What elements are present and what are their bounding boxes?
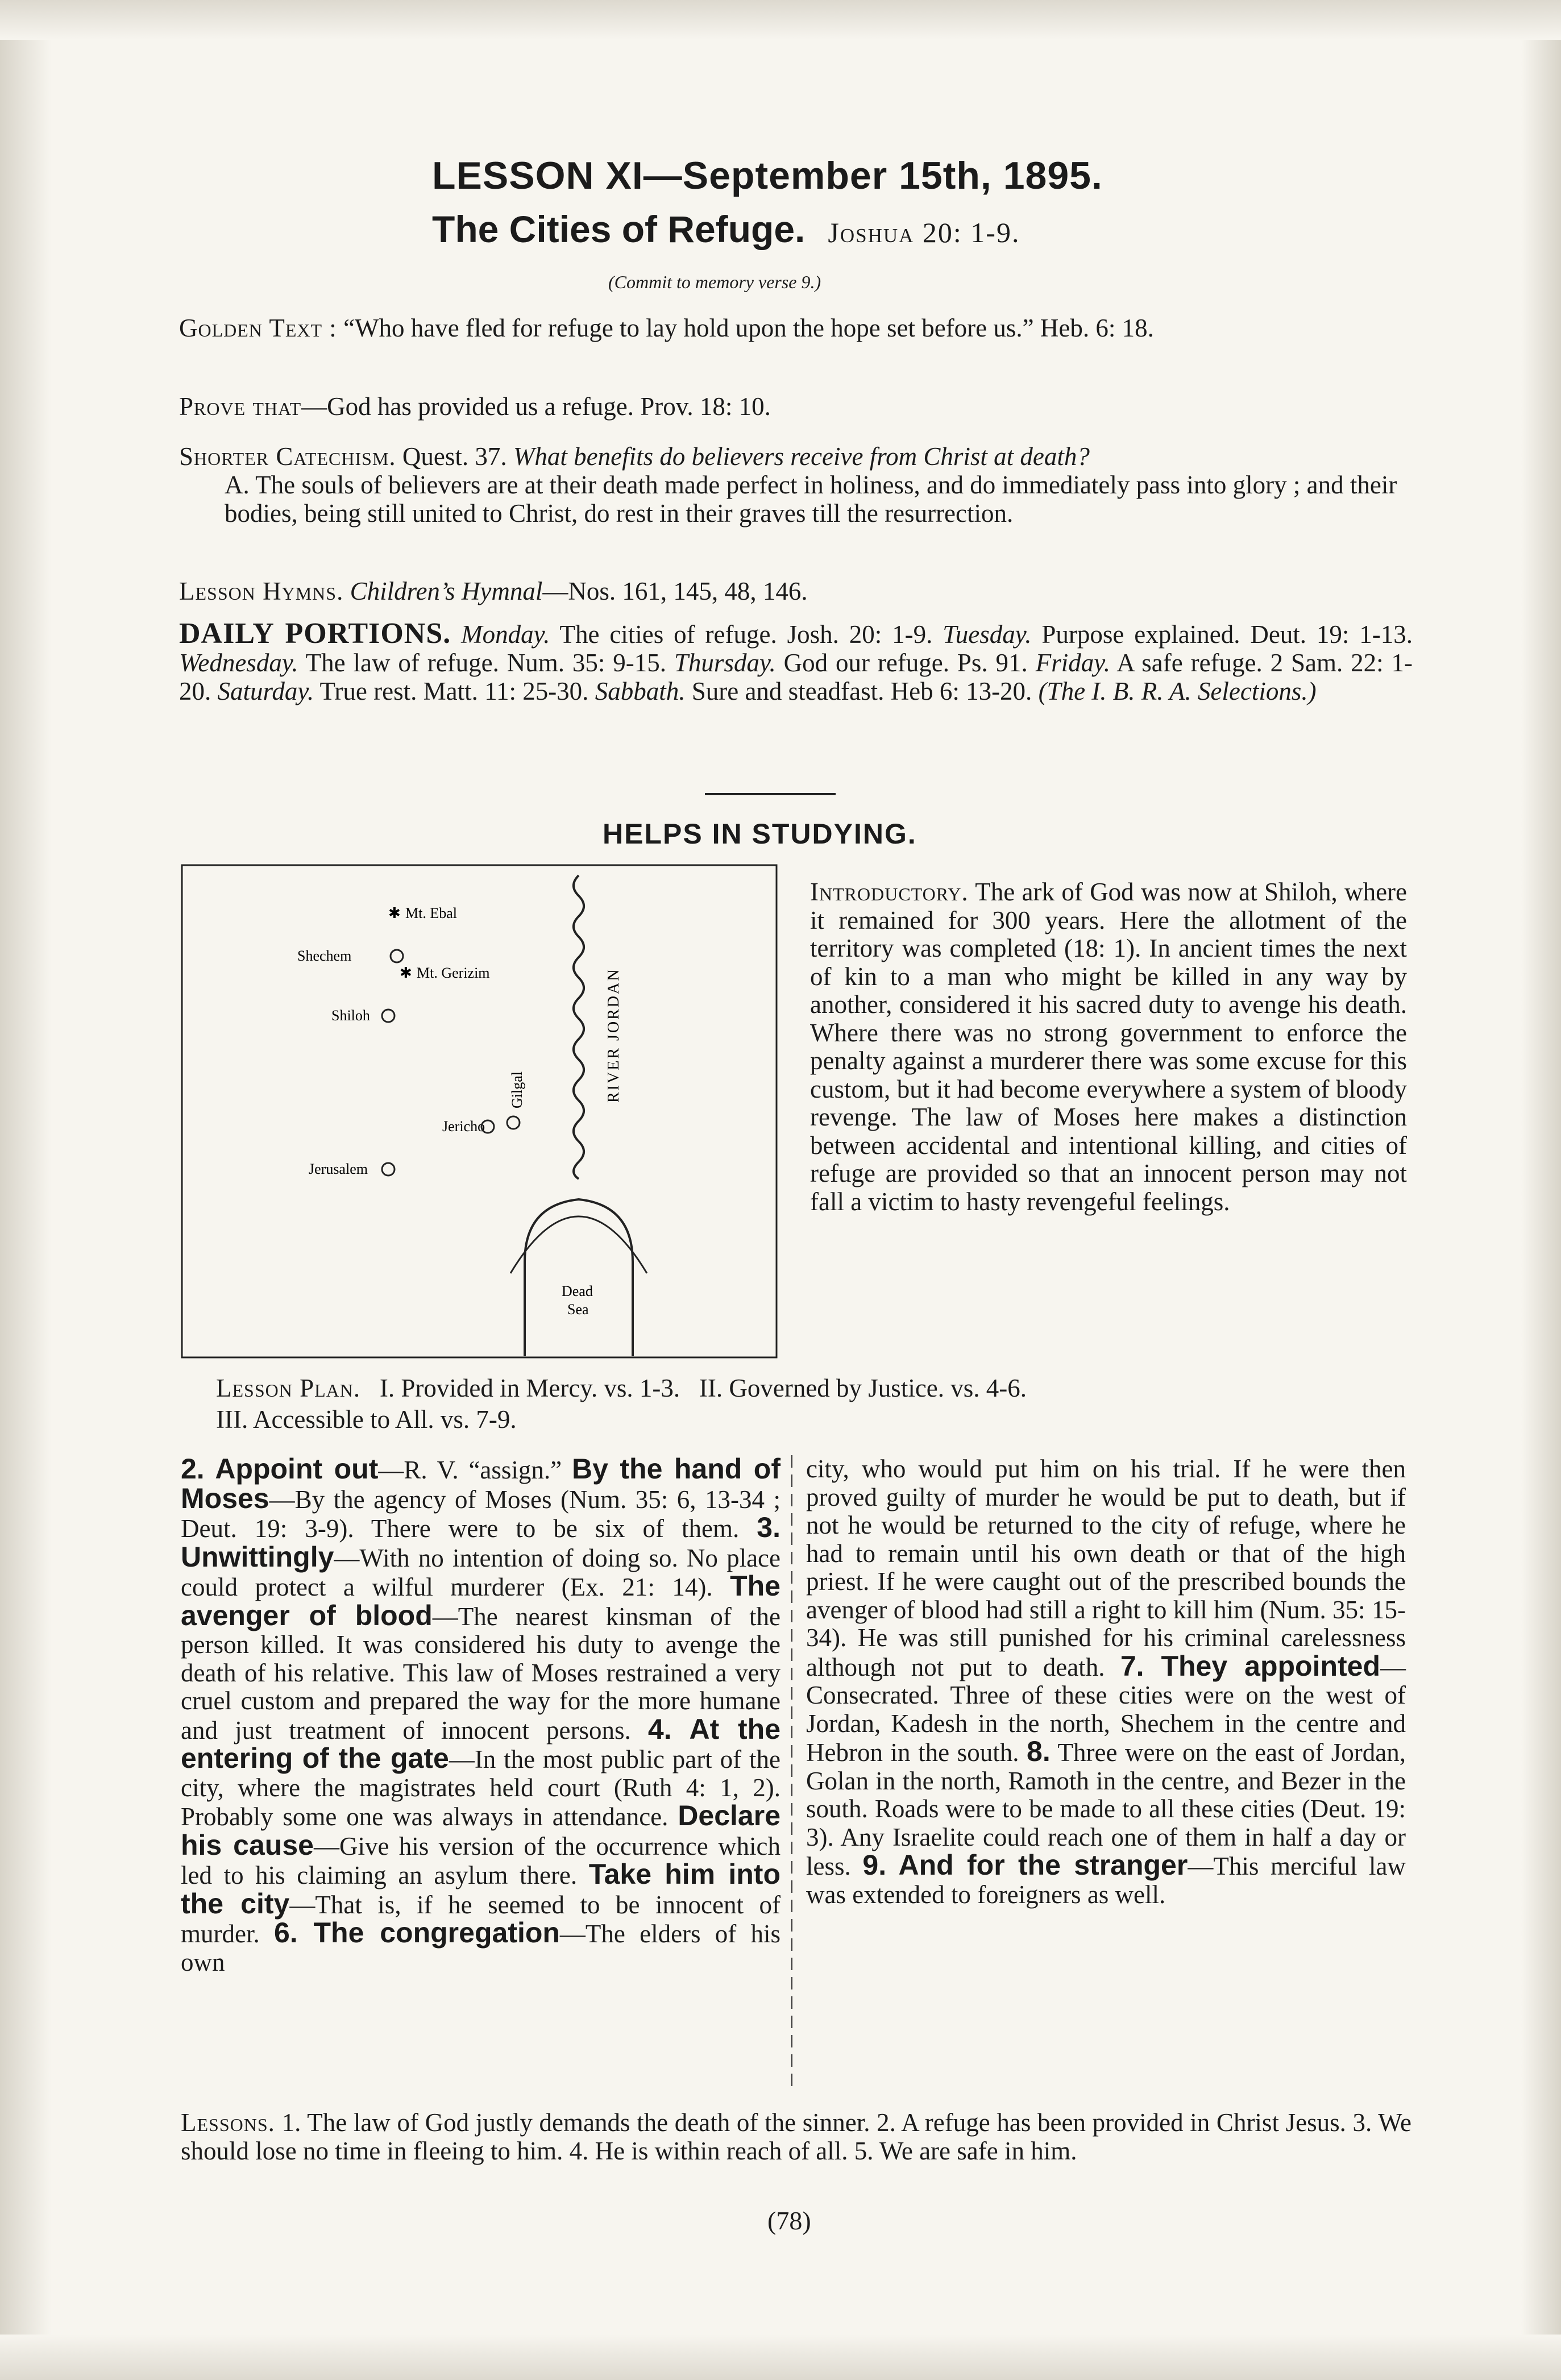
page-edge-left [0, 0, 51, 2380]
note-2-text: —R. V. “assign.” [378, 1456, 562, 1484]
note-9-heading: 9. And for the stranger [862, 1849, 1188, 1881]
note-2-heading: 2. Appoint out [181, 1453, 379, 1485]
introductory-body: The ark of God was now at Shiloh, where it remained for 300 years. Here the allotment of the territory was completed (18: 1). In ancient times the next of kin to a man who might be killed in any way by another, considered it his sacred duty to avenge his death. Where there was no strong government to enforce the penalty against a murderer there was some excuse for this custom, but it had become everywhere a system of bloody revenge. The law of Moses here makes a distinction between accidental and intentional killing, and cities of refuge are provided so that an innocent person may not fall a victim to hasty revengeful feelings. [810, 878, 1407, 1216]
prove-that-body: —God has provided us a refuge. Prov. 18: 10. [301, 392, 771, 421]
golden-text [179, 314, 1413, 342]
selections-note: (The I. B. R. A. Selections.) [1038, 677, 1317, 705]
dead-sea-outline [525, 1199, 633, 1356]
label-jerusalem: Jerusalem [309, 1161, 368, 1177]
label-sea: Sea [567, 1301, 589, 1318]
hymns-label: Lesson Hymns. [179, 577, 344, 605]
shorter-catechism [179, 442, 1413, 527]
note-4-text: —In the most public part of the city, where the magistrates held court (Ruth 4: 1, 2). Probably some one was always in attendance. [181, 1745, 780, 1831]
note-4c-heading: Take him into the city [181, 1858, 780, 1920]
helps-heading: HELPS IN STUDYING. [603, 818, 917, 850]
lesson-topic: The Cities of Refuge. [432, 208, 806, 250]
page-edge-right [1521, 0, 1561, 2380]
note-2b-text: —By the agency of Moses (Num. 35: 6, 13-34 ; Deut. 19: 3-9). There were to be six of them. [181, 1485, 780, 1543]
monday-reading: The cities of refuge. Josh. 20: 1-9. [559, 620, 933, 649]
thursday-label: Thursday. [674, 649, 776, 677]
page-edge-bottom [0, 2335, 1561, 2380]
note-2b-heading: By the hand of Moses [181, 1453, 780, 1514]
page-edge-top [0, 0, 1561, 40]
sabbath-label: Sabbath. [595, 677, 686, 705]
tuesday-reading: Purpose explained. Deut. 19: 1-13. [1041, 620, 1413, 649]
lesson-plan-part-3: III. Accessible to All. vs. 7-9. [216, 1405, 517, 1434]
note-3-heading: 3. Unwittingly [181, 1511, 780, 1573]
lesson-plan-part-1: I. Provided in Mercy. vs. 1-3. [379, 1374, 680, 1402]
section-divider [705, 793, 836, 795]
friday-reading: A safe refuge. 2 Sam. 22: 1-20. [179, 649, 1413, 705]
introductory-note [810, 878, 1407, 1216]
dead-sea-shore [510, 1216, 647, 1273]
memory-verse-note: (Commit to memory verse 9.) [608, 272, 821, 292]
note-4c-text: —That is, if he seemed to be innocent of murder. [181, 1890, 780, 1948]
label-river-jordan: RIVER JORDAN [605, 967, 622, 1103]
lesson-hymns [179, 577, 1413, 605]
note-4b-text: —Give his version of the occurrence which led to his claiming an asylum there. [181, 1831, 781, 1889]
shechem-marker [391, 950, 403, 962]
note-3b-text: —The nearest kinsman of the person killed. It was considered his duty to avenge the death of his relative. This law of Moses restrained a very cruel custom and prepared the way for the more humane and just treatment of innocent persons. [181, 1602, 780, 1744]
hymns-numbers: —Nos. 161, 145, 48, 146. [542, 577, 808, 605]
wednesday-label: Wednesday. [179, 649, 298, 677]
scripture-reference: Joshua 20: 1-9. [828, 217, 1020, 248]
golden-text-label: Golden Text : [179, 314, 337, 342]
river-jordan-line [574, 875, 584, 1179]
label-mt-gerizim: Mt. Gerizim [417, 965, 490, 981]
label-mt-ebal: Mt. Ebal [405, 905, 457, 921]
star-icon: ✱ [400, 965, 412, 981]
map-of-cities [181, 864, 778, 1359]
prove-that-label: Prove that [179, 392, 302, 421]
label-shiloh: Shiloh [331, 1007, 370, 1024]
catechism-answer: A. The souls of believers are at their death made perfect in holiness, and do immediately pass into glory ; and their bodies, being still united to Christ, do rest in their graves till the resurrection. [225, 471, 1397, 527]
saturday-label: Saturday. [217, 677, 314, 705]
label-shechem: Shechem [297, 948, 352, 964]
hymns-book: Children’s Hymnal [350, 577, 543, 605]
note-6-continued: city, who would put him on his trial. If he were then proved guilty of murder he would be put to death, but if not he would be returned to the city of refuge, where he had to remain until his own death or that of the high priest. If he were caught out of the prescribed bounds the avenger of blood had still a right to kill him (Num. 35: 15-34). He was still punished for his criminal carelessness although not put to death. [806, 1455, 1406, 1681]
label-dead: Dead [562, 1283, 593, 1299]
note-4-heading: 4. At the entering of the gate [181, 1713, 781, 1774]
shiloh-marker [382, 1010, 395, 1022]
introductory-label: Introductory. [810, 878, 969, 906]
wednesday-reading: The law of refuge. Num. 35: 9-15. [305, 649, 667, 677]
label-jericho: Jericho [442, 1118, 485, 1135]
daily-portions [179, 617, 1413, 705]
gilgal-marker [507, 1116, 520, 1129]
catechism-question-number: Quest. 37. [402, 442, 507, 471]
lessons-label: Lessons. [181, 2108, 275, 2137]
note-3b-heading: The avenger of blood [181, 1570, 780, 1631]
lesson-plan-part-2: II. Governed by Justice. vs. 4-6. [699, 1374, 1027, 1402]
note-3-text: —With no intention of doing so. No place could protect a wilful murderer (Ex. 21: 14). [181, 1543, 780, 1601]
star-icon: ✱ [388, 905, 401, 921]
lesson-subtitle [432, 207, 1020, 251]
prove-that [179, 392, 1413, 421]
sabbath-reading: Sure and steadfast. Heb 6: 13-20. [691, 677, 1032, 705]
note-6-text: —The elders of his own [181, 1920, 780, 1976]
map-frame [182, 865, 777, 1357]
lessons-body: 1. The law of God justly demands the death of the sinner. 2. A refuge has been provided in Christ Jesus. 3. We should lose no time in fleeing to him. 4. He is within reach of all. 5. We are safe in him. [181, 2108, 1412, 2165]
notes-right-column [806, 1455, 1406, 1909]
catechism-question: What benefits do believers receive from Christ at death? [513, 442, 1090, 471]
jerusalem-marker [382, 1163, 395, 1176]
lesson-title: LESSON XI—September 15th, 1895. [432, 154, 1103, 197]
catechism-label: Shorter Catechism. [179, 442, 396, 471]
note-6-heading: 6. The congregation [273, 1917, 560, 1949]
lesson-plan [216, 1373, 1410, 1435]
daily-portions-label: DAILY PORTIONS. [179, 617, 451, 650]
monday-label: Monday. [461, 620, 550, 649]
friday-label: Friday. [1035, 649, 1110, 677]
lesson-plan-label: Lesson Plan. [216, 1374, 361, 1402]
thursday-reading: God our refuge. Ps. 91. [783, 649, 1028, 677]
lessons-summary [181, 2109, 1411, 2165]
note-4b-heading: Declare his cause [181, 1800, 781, 1861]
golden-text-body: “Who have fled for refuge to lay hold upon the hope set before us.” Heb. 6: 18. [343, 314, 1154, 342]
note-8-number: 8. [1027, 1735, 1051, 1767]
saturday-reading: True rest. Matt. 11: 25-30. [319, 677, 589, 705]
note-7-text: —Consecrated. Three of these cities were on the west of Jordan, Kadesh in the north, Shechem in the centre and Hebron in the south. [806, 1652, 1406, 1767]
column-divider [791, 1455, 792, 2092]
tuesday-label: Tuesday. [943, 620, 1032, 649]
note-9-text: —This merciful law was extended to foreigners as well. [806, 1852, 1406, 1909]
page-number: (78) [767, 2206, 811, 2235]
notes-left-column [181, 1455, 780, 1976]
note-7-heading: 7. They appointed [1120, 1650, 1381, 1682]
label-gilgal: Gilgal [509, 1071, 525, 1108]
note-8-text: Three were on the east of Jordan, Golan in the north, Ramoth in the centre, and Bezer in the south. Roads were to be made to all these cities (Deut. 19: 3). Any Israelite could reach one of them in half a day or less. [806, 1738, 1406, 1880]
